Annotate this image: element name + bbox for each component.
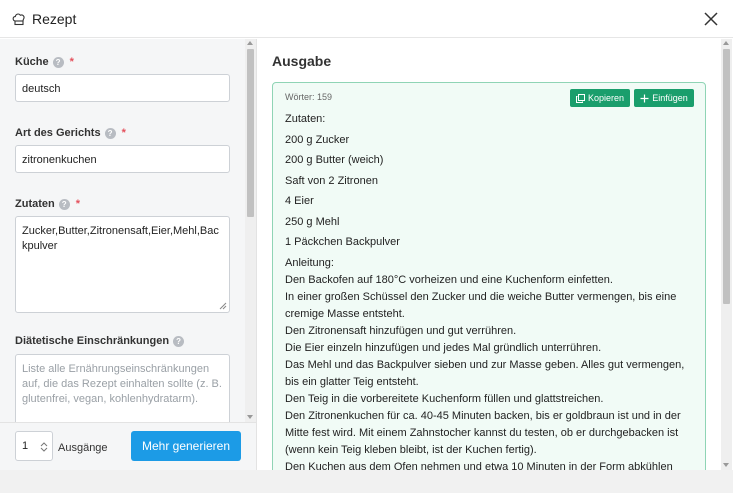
help-icon[interactable]: ?: [173, 336, 184, 347]
close-icon[interactable]: [703, 11, 719, 27]
output-line: Zutaten:: [285, 113, 326, 125]
stepper-arrows-icon[interactable]: [40, 441, 48, 453]
output-content: [285, 111, 697, 470]
output-line: 200 g Zucker: [285, 133, 350, 146]
diaet-label: Diätetische Einschränkungen ?: [15, 335, 184, 347]
required-marker: *: [69, 56, 74, 68]
dialog-title: Rezept: [32, 11, 77, 27]
output-line: 1 Päckchen Backpulver: [285, 236, 400, 248]
output-line: Den Teig in die vorbereitete Kuchenform füllen und glattstreichen.: [285, 392, 604, 405]
output-line: Den Zitronenkuchen für ca. 40-45 Minuten backen, bis er goldbraun ist und in der Mitte fest wird. Mit einem Zahnstocher kannst du testen, ob er durchgebacken ist (wenn kein Teig kleben bleibt, ist der Kuchen fertig).: [285, 409, 681, 456]
output-box: [272, 82, 706, 470]
art-input[interactable]: zitronenkuchen: [15, 145, 230, 173]
diaet-textarea[interactable]: Liste alle Ernährungseinschränkungen auf, die das Rezept einhalten sollte (z. B. glutenfrei, vegan, kohlenhydratarm).: [15, 354, 230, 422]
output-scrollbar[interactable]: [721, 39, 732, 470]
output-line: In einer großen Schüssel den Zucker und die weiche Butter vermengen, bis eine cremige Masse entsteht.: [285, 290, 677, 320]
resize-handle-icon[interactable]: [219, 302, 227, 310]
kueche-label: Küche ? *: [15, 56, 74, 68]
zutaten-textarea[interactable]: Zucker,Butter,Zitronensaft,Eier,Mehl,Backpulver: [15, 216, 230, 313]
output-line: Saft von 2 Zitronen: [285, 174, 378, 187]
output-line: Den Backofen auf 180°C vorheizen und eine Kuchenform einfetten.: [285, 273, 613, 286]
output-line: Den Zitronensaft hinzufügen und gut verrühren.: [285, 324, 517, 337]
scroll-up-arrow-icon[interactable]: [723, 41, 729, 45]
copy-icon: [576, 94, 585, 103]
output-line: 4 Eier: [285, 195, 314, 207]
form-footer: [0, 422, 257, 470]
word-count: Wörter: 159: [285, 92, 333, 102]
insert-button[interactable]: Einfügen: [634, 89, 694, 107]
output-line: Das Mehl und das Backpulver sieben und zur Masse geben. Alles gut vermengen, bis ein glatter Teig entsteht.: [285, 358, 685, 388]
plus-icon: [640, 94, 649, 103]
output-line: Den Kuchen aus dem Ofen nehmen und etwa 10 Minuten in der Form abkühlen: [285, 460, 673, 470]
output-panel: [258, 39, 733, 470]
help-icon[interactable]: ?: [53, 57, 64, 68]
generate-more-button[interactable]: Mehr generieren: [131, 431, 241, 461]
scrollbar-thumb[interactable]: [723, 49, 730, 304]
required-marker: *: [121, 127, 126, 139]
scroll-down-arrow-icon[interactable]: [723, 463, 729, 467]
form-scroll-area: [0, 39, 245, 422]
required-marker: *: [75, 198, 81, 210]
output-line: 200 g Butter (weich): [285, 154, 384, 166]
art-label: Art des Gerichts ? *: [15, 127, 126, 139]
outputs-label: Ausgänge: [58, 442, 108, 454]
output-line: Die Eier einzeln hinzufügen und jedes Mal gründlich unterrühren.: [285, 341, 602, 354]
scroll-up-arrow-icon[interactable]: [247, 41, 253, 45]
form-scrollbar[interactable]: [245, 39, 256, 422]
help-icon[interactable]: ?: [105, 128, 116, 139]
form-panel: [0, 39, 257, 470]
output-count-stepper[interactable]: 1: [15, 431, 53, 461]
copy-button[interactable]: Kopieren: [570, 89, 630, 107]
output-line: Anleitung:: [285, 256, 334, 269]
kueche-input[interactable]: deutsch: [15, 74, 230, 102]
bottom-strip: [0, 470, 733, 493]
output-title: Ausgabe: [272, 53, 332, 69]
output-line: 250 g Mehl: [285, 215, 340, 228]
help-icon[interactable]: ?: [59, 199, 70, 210]
dialog-header: [0, 0, 733, 38]
scroll-down-arrow-icon[interactable]: [247, 415, 253, 419]
chef-hat-icon: [11, 11, 27, 27]
scrollbar-thumb[interactable]: [247, 49, 254, 217]
zutaten-label: Zutaten ? *: [15, 198, 81, 210]
